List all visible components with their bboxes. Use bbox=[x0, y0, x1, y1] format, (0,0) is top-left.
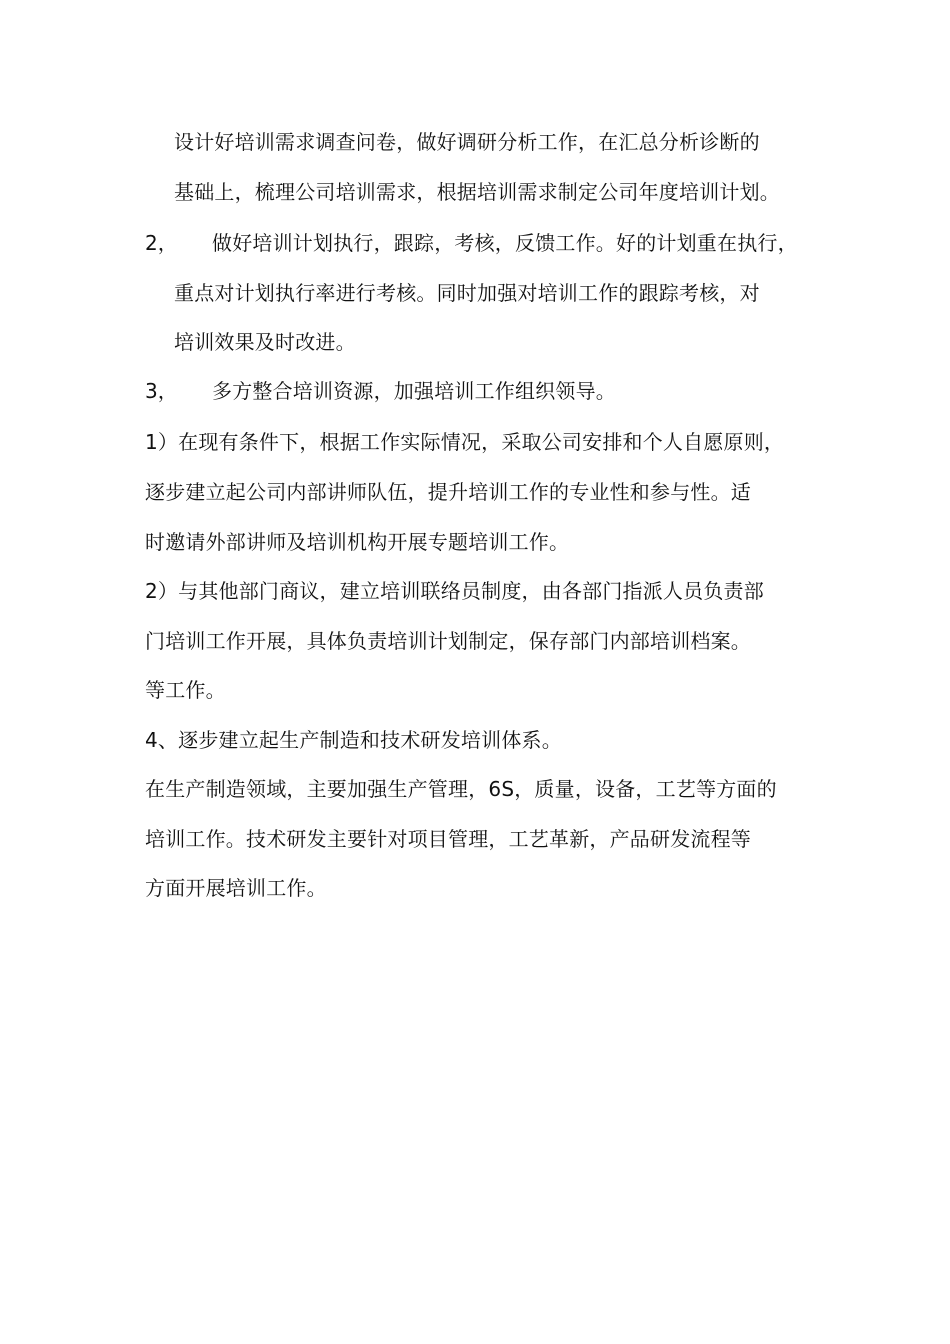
text-line-10: 2）与其他部门商议，建立培训联络员制度，由各部门指派人员负责部 bbox=[145, 579, 764, 603]
text-line-14: 在生产制造领域，主要加强生产管理，6S，质量，设备，工艺等方面的 bbox=[145, 777, 777, 801]
text-line-12: 等工作。 bbox=[145, 678, 226, 702]
text-line-3: 做好培训计划执行，跟踪，考核，反馈工作。好的计划重在执行， bbox=[212, 231, 798, 255]
list-number-2: 2， bbox=[145, 231, 178, 255]
text-line-11: 门培训工作开展，具体负责培训计划制定，保存部门内部培训档案。 bbox=[145, 629, 751, 653]
text-line-8: 逐步建立起公司内部讲师队伍，提升培训工作的专业性和参与性。适 bbox=[145, 480, 751, 504]
text-line-6: 多方整合培训资源，加强培训工作组织领导。 bbox=[212, 379, 616, 403]
text-line-13: 4、逐步建立起生产制造和技术研发培训体系。 bbox=[145, 728, 562, 752]
text-line-16: 方面开展培训工作。 bbox=[145, 876, 327, 900]
text-line-7: 1）在现有条件下，根据工作实际情况，采取公司安排和个人自愿原则， bbox=[145, 430, 785, 454]
text-line-2: 基础上，梳理公司培训需求，根据培训需求制定公司年度培训计划。 bbox=[174, 180, 780, 204]
text-line-1: 设计好培训需求调查问卷，做好调研分析工作，在汇总分析诊断的 bbox=[174, 130, 760, 154]
list-number-3: 3， bbox=[145, 379, 178, 403]
text-line-5: 培训效果及时改进。 bbox=[174, 330, 356, 354]
text-line-4: 重点对计划执行率进行考核。同时加强对培训工作的跟踪考核，对 bbox=[174, 281, 760, 305]
text-line-9: 时邀请外部讲师及培训机构开展专题培训工作。 bbox=[145, 530, 570, 554]
text-line-15: 培训工作。技术研发主要针对项目管理，工艺革新，产品研发流程等 bbox=[145, 827, 751, 851]
